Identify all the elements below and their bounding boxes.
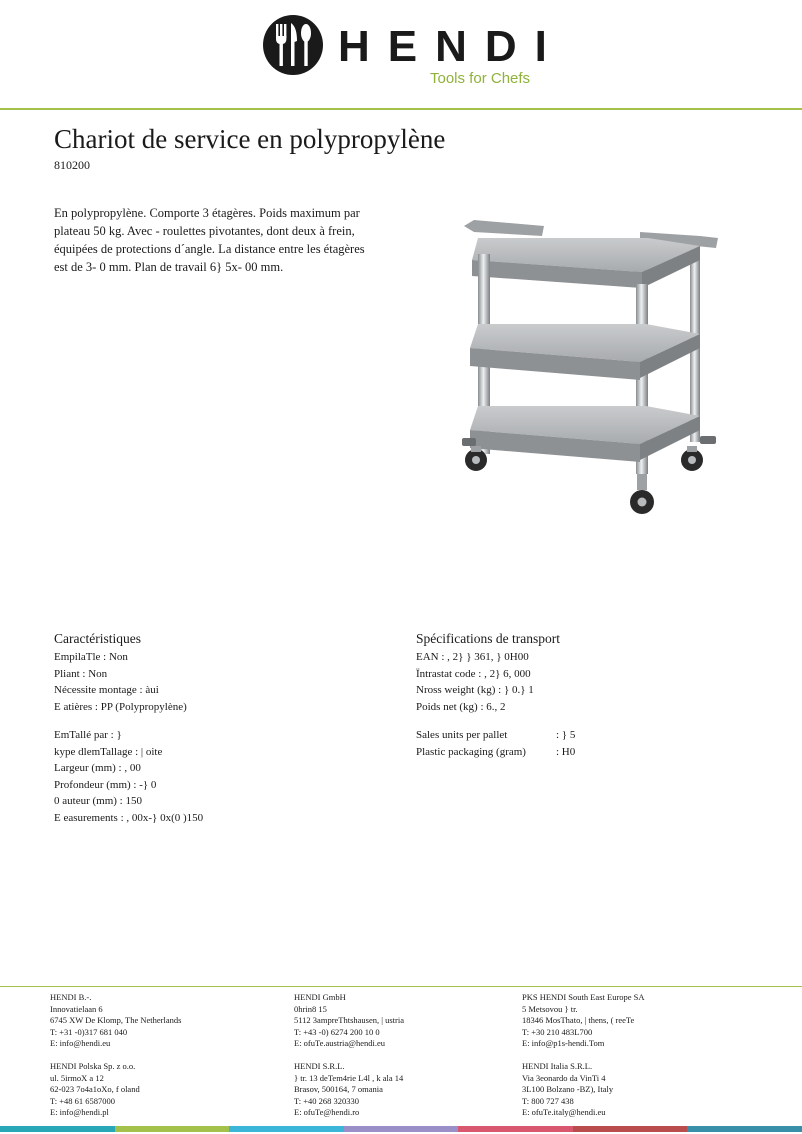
spec-row: EmpilaTle : Non	[54, 651, 128, 663]
office-address	[522, 1061, 752, 1119]
transport-heading: Spécifications de transport	[416, 631, 560, 646]
spec-row: kype dlemTallage : | oite	[54, 745, 163, 758]
footer-divider	[0, 986, 802, 987]
product-sku: 810200	[54, 158, 90, 172]
transport-row	[416, 744, 575, 761]
office-line: HENDI S.R.L.	[294, 1060, 345, 1071]
product-image-service-cart	[450, 212, 730, 522]
office-line: T: +30 210 483L700	[522, 1026, 593, 1037]
office-line: Innovatielaan 6	[50, 1003, 103, 1014]
office-line: ul. 5irmoX a 12	[50, 1072, 104, 1083]
office-line: 5 Metsovou } tr.	[522, 1003, 578, 1014]
office-line: Brasov, 500164, 7 omania	[294, 1084, 383, 1095]
transport-row: Ïntrastat code : , 2} 6, 000	[416, 667, 531, 680]
brand-name: HENDI	[338, 22, 565, 71]
spec-row: Pliant : Non	[54, 667, 108, 680]
office-line: HENDI Italia S.R.L.	[522, 1060, 593, 1071]
office-line: HENDI Polska Sp. z o.o.	[50, 1060, 136, 1071]
office-line: T: 800 727 438	[522, 1095, 574, 1106]
transport-label: Plastic packaging (gram)	[416, 745, 526, 758]
characteristics-section	[54, 630, 203, 826]
transport-value: : } 5	[556, 729, 576, 741]
office-address	[522, 992, 752, 1050]
office-line: 0hrin8 15	[294, 1003, 327, 1014]
spec-row: 0 auteur (mm) : 150	[54, 795, 142, 807]
office-line: HENDI GmbH	[294, 992, 346, 1002]
stripe-segment	[573, 1126, 688, 1132]
office-line: Via 3eonardo da VinTi 4	[522, 1072, 606, 1083]
transport-row: Nross weight (kg) : } 0.} 1	[416, 684, 534, 696]
office-email[interactable]: E: info@hendi.eu	[50, 1038, 111, 1049]
footer-color-stripe	[0, 1126, 802, 1132]
stripe-segment	[687, 1126, 802, 1132]
office-email[interactable]: E: ofuTe@hendi.ro	[294, 1107, 360, 1118]
stripe-segment	[229, 1126, 344, 1132]
header-divider	[0, 108, 802, 110]
office-line: } tr. 13 deTem4rie L4l , k ala 14	[294, 1072, 404, 1083]
footer-column	[294, 992, 524, 1130]
spec-row: Nécessite montage : àui	[54, 684, 159, 696]
office-line: 5112 3ampreThtshausen, | ustria	[294, 1015, 404, 1026]
office-line: T: +43 -0) 6274 200 10 0	[294, 1026, 380, 1037]
office-email[interactable]: E: info@hendi.pl	[50, 1107, 109, 1118]
spec-row: EmTallé par : }	[54, 729, 122, 741]
characteristics-heading: Caractéristiques	[54, 631, 141, 646]
stripe-segment	[115, 1126, 230, 1132]
office-address	[50, 992, 280, 1050]
office-address	[294, 1061, 524, 1119]
office-line: T: +48 61 6587000	[50, 1095, 116, 1106]
office-line: T: +40 268 320330	[294, 1095, 360, 1106]
spec-row: Profondeur (mm) : -} 0	[54, 778, 157, 791]
office-line: PKS HENDI South East Europe SA	[522, 992, 645, 1002]
stripe-segment	[0, 1126, 115, 1132]
transport-section	[416, 630, 575, 760]
spec-row: E easurements : , 00x-} 0x(0 )150	[54, 811, 204, 824]
brand-tagline: Tools for Chefs	[430, 70, 531, 87]
office-address	[294, 992, 524, 1050]
office-line: 18346 MosThato, | thens, ( reeTe	[522, 1015, 635, 1026]
transport-row	[416, 727, 575, 744]
office-email[interactable]: E: ofuTe.austria@hendi.eu	[294, 1038, 386, 1049]
office-email[interactable]: E: ofuTe.italy@hendi.eu	[522, 1107, 606, 1118]
stripe-segment	[344, 1126, 459, 1132]
footer-column	[522, 992, 752, 1130]
office-line: 3L100 Bolzano -BZ), Italy	[522, 1084, 614, 1095]
transport-row: EAN : , 2} } 361, } 0H00	[416, 651, 529, 663]
product-description: En polypropylène. Comporte 3 étagères. Poids maximum par plateau 50 kg. Avec - roulettes pivotantes, dont deux à frein, équipées de protections d´angle. La distance entre les étagères est de 3- 0 mm. Plan de travail 6} 5x- 00 mm.	[54, 206, 365, 274]
transport-value: : H0	[556, 745, 576, 758]
office-line: 6745 XW De Klomp, The Netherlands	[50, 1015, 182, 1026]
page-title: Chariot de service en polypropylène	[54, 124, 446, 154]
office-line: HENDI B.-.	[50, 992, 92, 1002]
office-address	[50, 1061, 280, 1119]
office-line: T: +31 -0)317 681 040	[50, 1026, 128, 1037]
transport-label: Sales units per pallet	[416, 729, 508, 741]
hendi-logo[interactable]	[262, 12, 565, 92]
office-line: 62-023 7o4a1oXo, f oland	[50, 1084, 140, 1095]
stripe-segment	[458, 1126, 573, 1132]
spec-row: Largeur (mm) : , 00	[54, 762, 141, 774]
transport-row: Poids net (kg) : 6., 2	[416, 700, 506, 713]
office-email[interactable]: E: info@p1s-hendi.Tom	[522, 1038, 605, 1049]
footer-column	[50, 992, 280, 1130]
fork-knife-logo-icon	[262, 14, 324, 76]
spec-row: E atières : PP (Polypropylène)	[54, 700, 187, 713]
